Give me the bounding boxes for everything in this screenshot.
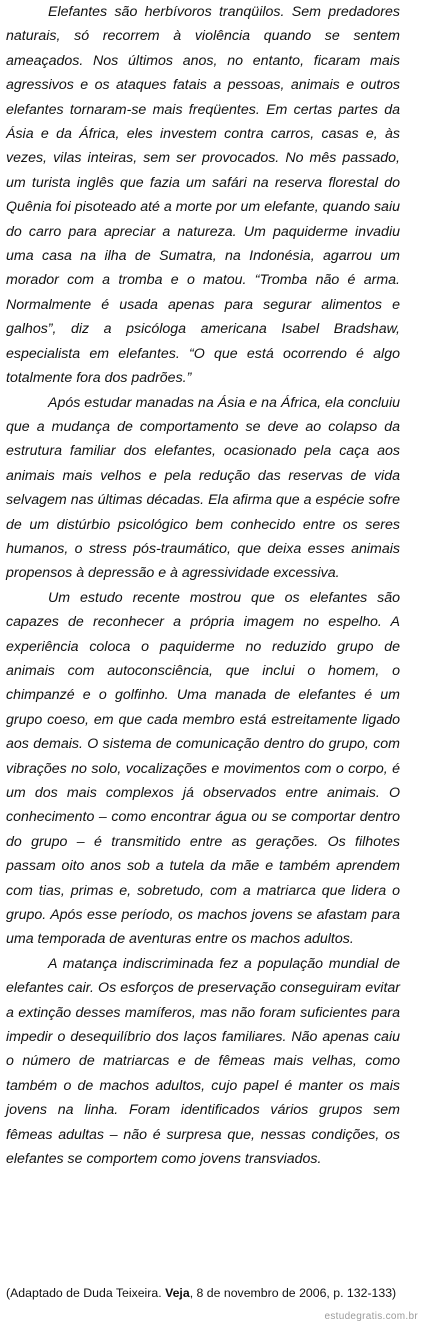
paragraph-1: Elefantes são herbívoros tranqüilos. Sem predadores naturais, só recorrem à violência quando se sentem ameaçados. Nos últimos anos, no entanto, ficaram mais agressivos e os ataques fatais a pessoas, animais e outros elefantes tornaram-se mais freqüentes. Em certas partes da Ásia e da África, eles investem contra carros, casas e, às vezes, vilas inteiras, sem ser provocados. No mês passado, um turista inglês que fazia um safári na reserva florestal do Quênia foi pisoteado até a morte por um elefante, quando saiu do carro para apreciar a natureza. Um paquiderme invadiu uma casa na ilha de Sumatra, na Indonésia, agarrou um morador com a tromba e o matou. “Tromba não é arma. Normalmente é usada apenas para segurar alimentos e galhos”, diz a psicóloga americana Isabel Bradshaw, especialista em elefantes. “O que está ocorrendo é algo totalmente fora dos padrões.” — [6, 4, 400, 387]
article-body — [6, 0, 400, 1172]
source-citation — [6, 1286, 416, 1300]
source-publication: Veja — [165, 1286, 190, 1300]
source-suffix: , 8 de novembro de 2006, p. 132-133) — [189, 1286, 397, 1300]
paragraph-2: Após estudar manadas na Ásia e na África, ela concluiu que a mudança de comportamento se deve ao colapso da estrutura familiar dos elefantes, ocasionado pela caça aos animais mais velhos e pela redução das reservas de vida selvagem nas últimas décadas. Ela afirma que a espécie sofre de um distúrbio psicológico bem conhecido entre os seres humanos, o stress pós-traumático, que deixa esses animais propensos à depressão e à agressividade excessiva. — [6, 394, 400, 582]
source-prefix: (Adaptado de Duda Teixeira. — [6, 1286, 166, 1300]
site-watermark: estudegratis.com.br — [324, 1311, 418, 1322]
paragraph-3: Um estudo recente mostrou que os elefantes são capazes de reconhecer a própria imagem no espelho. A experiência coloca o paquiderme no reduzido grupo de animais com autoconsciência, que inclui o homem, o chimpanzé e o golfinho. Uma manada de elefantes é um grupo coeso, em que cada membro está estreitamente ligado aos demais. O sistema de comunicação dentro do grupo, com vibrações no solo, vocalizações e movimentos com o corpo, é um dos mais complexos já observados entre animais. O conhecimento – como encontrar água ou se comportar dentro do grupo – é transmitido entre as gerações. Os filhotes passam oito anos sob a tutela da mãe e também aprendem com tias, primas e, sobretudo, com a matriarca que lidera o grupo. Após esse período, os machos jovens se afastam para uma temporada de aventuras entre os machos adultos. — [6, 589, 400, 948]
paragraph-4: A matança indiscriminada fez a população mundial de elefantes cair. Os esforços de preservação conseguiram evitar a extinção desses mamíferos, mas não foram suficientes para impedir o desequilíbrio dos laços familiares. Não apenas caiu o número de matriarcas e de fêmeas mais velhas, como também o de machos adultos, cujo papel é manter os mais jovens na linha. Foram identificados vários grupos sem fêmeas adultas – não é surpresa que, nessas condições, os elefantes se comportem como jovens transviados. — [6, 955, 400, 1168]
